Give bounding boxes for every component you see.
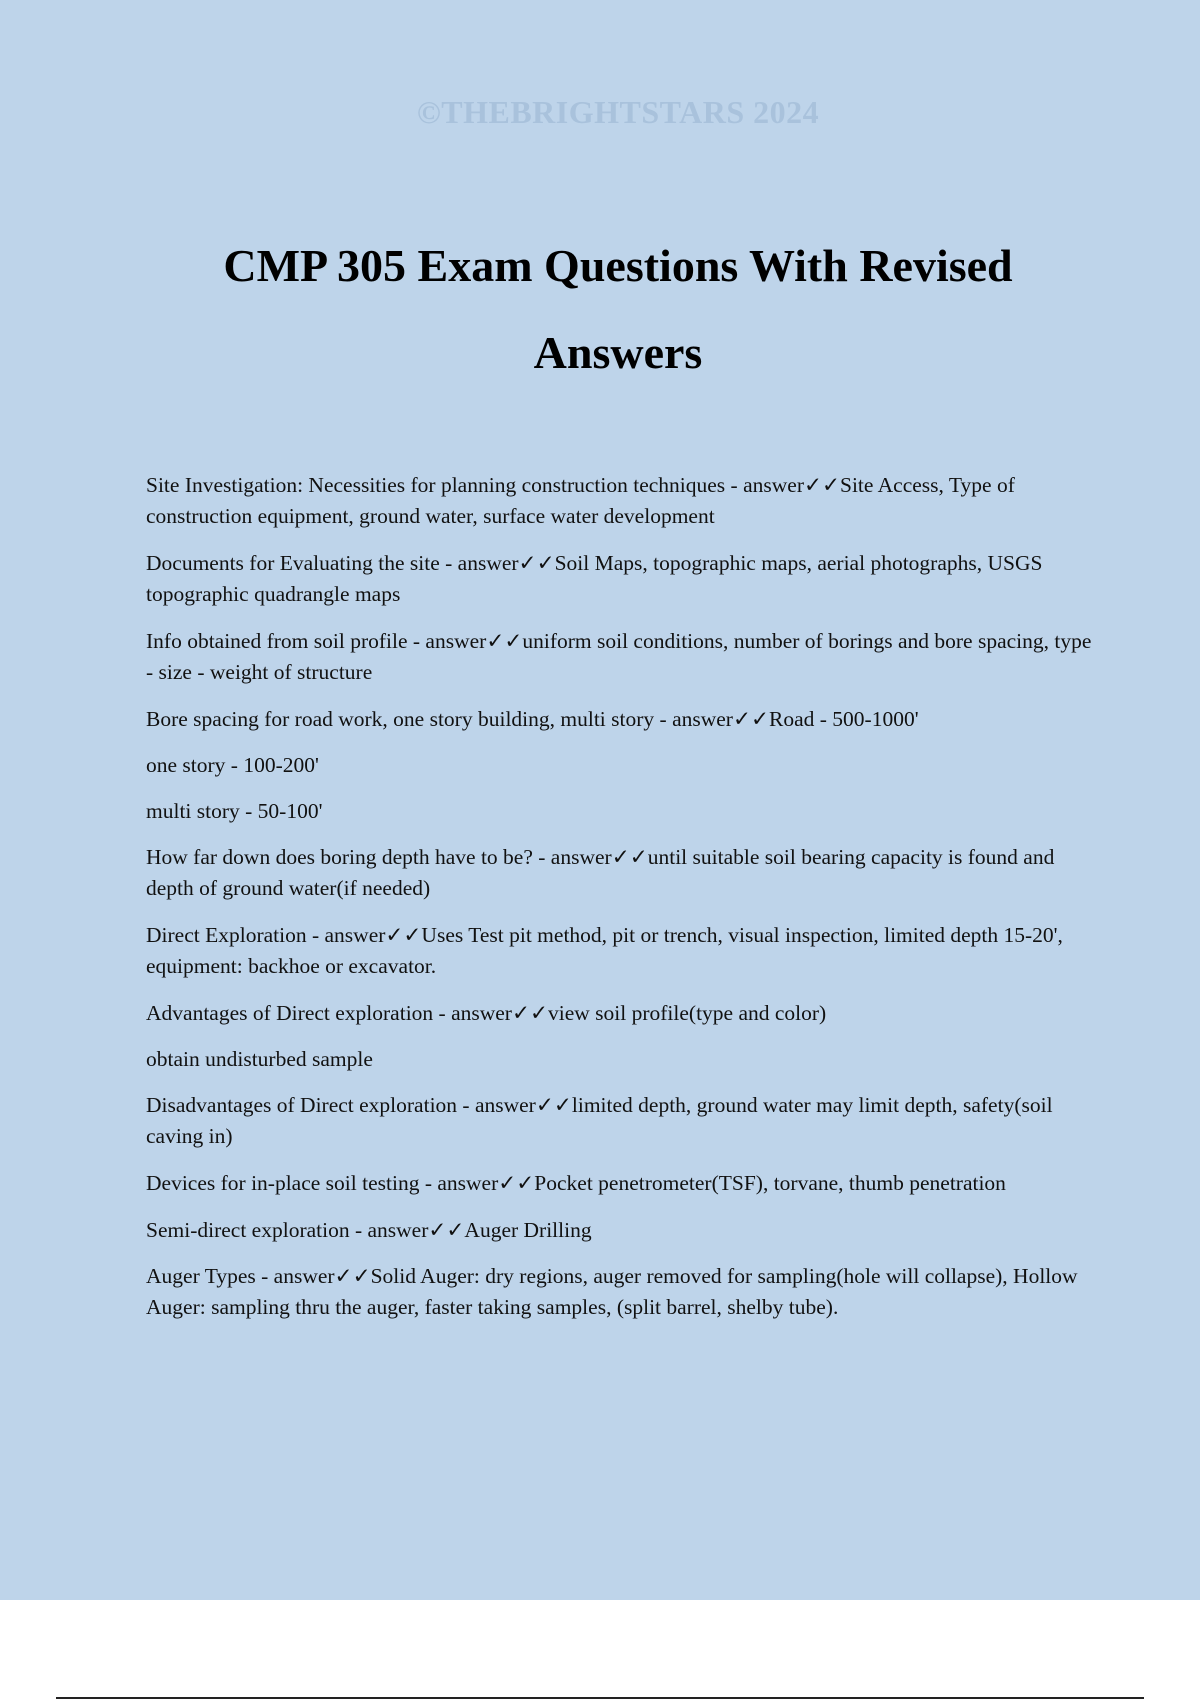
watermark: ©THEBRIGHTSTARS 2024	[416, 94, 820, 130]
list-item: Documents for Evaluating the site - answer✓✓Soil Maps, topographic maps, aerial photographs, USGS topographic quadrangle maps	[146, 551, 1043, 606]
list-item: obtain undisturbed sample	[146, 1047, 373, 1071]
list-item: Advantages of Direct exploration - answer✓✓view soil profile(type and color)	[146, 1001, 827, 1025]
list-item: Bore spacing for road work, one story building, multi story - answer✓✓Road - 500-1000'	[146, 707, 919, 731]
list-item: Disadvantages of Direct exploration - answer✓✓limited depth, ground water may limit depth, safety(soil caving in)	[146, 1093, 1053, 1148]
page-title: CMP 305 Exam Questions With Revised Answers	[223, 240, 1013, 378]
list-item: Devices for in-place soil testing - answer✓✓Pocket penetrometer(TSF), torvane, thumb penetration	[146, 1171, 1006, 1195]
list-item: Direct Exploration - answer✓✓Uses Test pit method, pit or trench, visual inspection, limited depth 15-20', equipment: backhoe or excavator.	[146, 923, 1063, 978]
list-item: Site Investigation: Necessities for planning construction techniques - answer✓✓Site Access, Type of construction equipment, ground water, surface water development	[146, 473, 1015, 528]
list-item: one story - 100-200'	[146, 753, 319, 777]
list-item: Semi-direct exploration - answer✓✓Auger Drilling	[146, 1218, 592, 1242]
list-item: multi story - 50-100'	[146, 799, 323, 823]
list-item: Auger Types - answer✓✓Solid Auger: dry regions, auger removed for sampling(hole will collapse), Hollow Auger: sampling thru the auger, faster taking samples, (split barrel, shelby tube).	[146, 1264, 1078, 1319]
list-item: Info obtained from soil profile - answer✓✓uniform soil conditions, number of borings and bore spacing, type - size - weight of structure	[146, 629, 1092, 684]
footer-divider	[56, 1697, 1144, 1699]
qa-list	[146, 470, 1096, 1339]
list-item: How far down does boring depth have to be? - answer✓✓until suitable soil bearing capacity is found and depth of ground water(if needed)	[146, 845, 1055, 900]
